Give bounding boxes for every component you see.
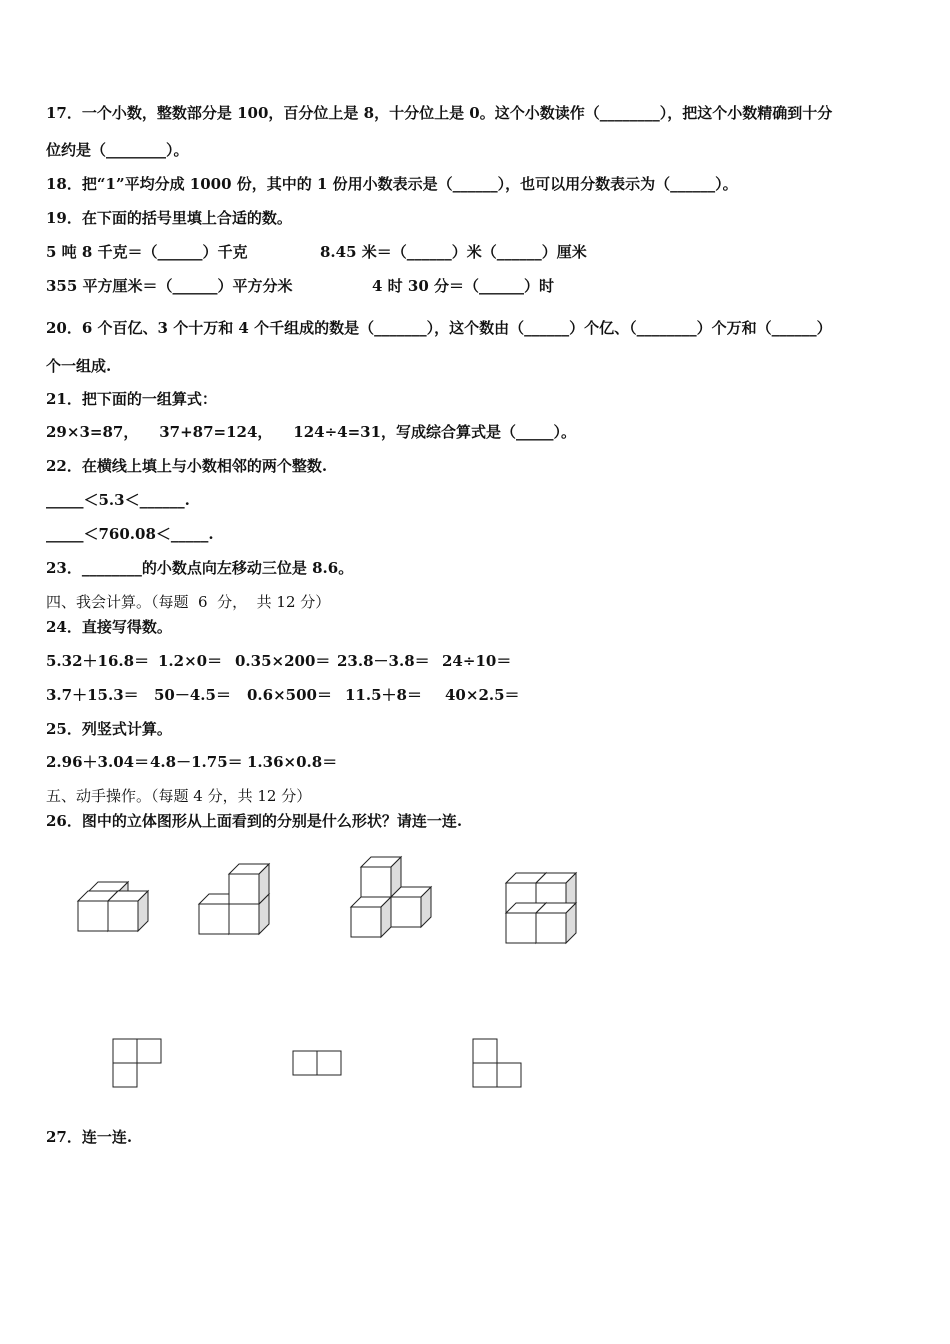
q24-item: 23.8－3.8＝: [337, 652, 430, 670]
top-view-2: [293, 1051, 341, 1075]
top-view-3: [473, 1039, 521, 1087]
q24-item: 24÷10＝: [442, 652, 512, 670]
q22-row2: _____＜760.08＜_____.: [46, 525, 214, 543]
q24-title: 24．直接写得数。: [46, 618, 172, 636]
q19-row2a: 355 平方厘米＝（______）平方分米: [46, 277, 293, 295]
q25-item: 4.8－1.75＝: [150, 753, 243, 771]
q19-row1b: 8.45 米＝（______）米（______）厘米: [320, 243, 587, 261]
q22-row1: _____＜5.3＜______.: [46, 491, 190, 509]
q19-row2b: 4 时 30 分＝（______）时: [372, 277, 554, 295]
q24-item: 5.32＋16.8＝: [46, 652, 150, 670]
solid-figure-4: [506, 873, 576, 943]
q24-item: 11.5＋8＝: [345, 686, 422, 704]
section5-title: 五、动手操作。（每题 4 分，共 12 分）: [46, 787, 312, 805]
q25-item: 1.36×0.8＝: [247, 753, 338, 771]
q21-formula: 29×3=87， 37+87=124， 124÷4=31，写成综合算式是（_____）。: [46, 423, 577, 441]
q25-title: 25．列竖式计算。: [46, 720, 172, 738]
q24-item: 50－4.5＝: [154, 686, 231, 704]
q19-row1a: 5 吨 8 千克＝（______）千克: [46, 243, 248, 261]
q20-line2: 个一组成.: [46, 357, 112, 375]
q24-item: 3.7＋15.3＝: [46, 686, 139, 704]
q25-item: 2.96＋3.04＝: [46, 753, 150, 771]
q26-title: 26．图中的立体图形从上面看到的分别是什么形状？请连一连.: [46, 812, 463, 830]
q27-title: 27．连一连.: [46, 1128, 133, 1146]
solid-figure-1: [78, 882, 148, 931]
q22-title: 22．在横线上填上与小数相邻的两个整数.: [46, 457, 328, 475]
q18-text: 18．把“1”平均分成 1000 份，其中的 1 份用小数表示是（______），也可以用分数表示为（______）。: [46, 175, 738, 193]
section4-title: 四、我会计算。（每题 6 分， 共 12 分）: [46, 593, 331, 611]
solid-figure-3: [351, 857, 431, 937]
solid-figure-2: [199, 864, 269, 934]
q24-item: 0.35×200＝: [235, 652, 331, 670]
q21-title: 21．把下面的一组算式：: [46, 390, 217, 408]
q23-text: 23．________的小数点向左移动三位是 8.6。: [46, 559, 354, 577]
q17-line2: 位约是（________）。: [46, 141, 189, 159]
q17-line1: 17．一个小数，整数部分是 100，百分位上是 8，十分位上是 0。这个小数读作（________），把这个小数精确到十分: [46, 104, 833, 122]
top-view-1: [113, 1039, 161, 1087]
q24-item: 0.6×500＝: [247, 686, 332, 704]
q24-item: 40×2.5＝: [445, 686, 520, 704]
q19-title: 19．在下面的括号里填上合适的数。: [46, 209, 292, 227]
q20-line1: 20．6 个百亿、3 个十万和 4 个千组成的数是（_______），这个数由（______）个亿、（________）个万和（______）: [46, 319, 832, 337]
q24-item: 1.2×0＝: [158, 652, 223, 670]
